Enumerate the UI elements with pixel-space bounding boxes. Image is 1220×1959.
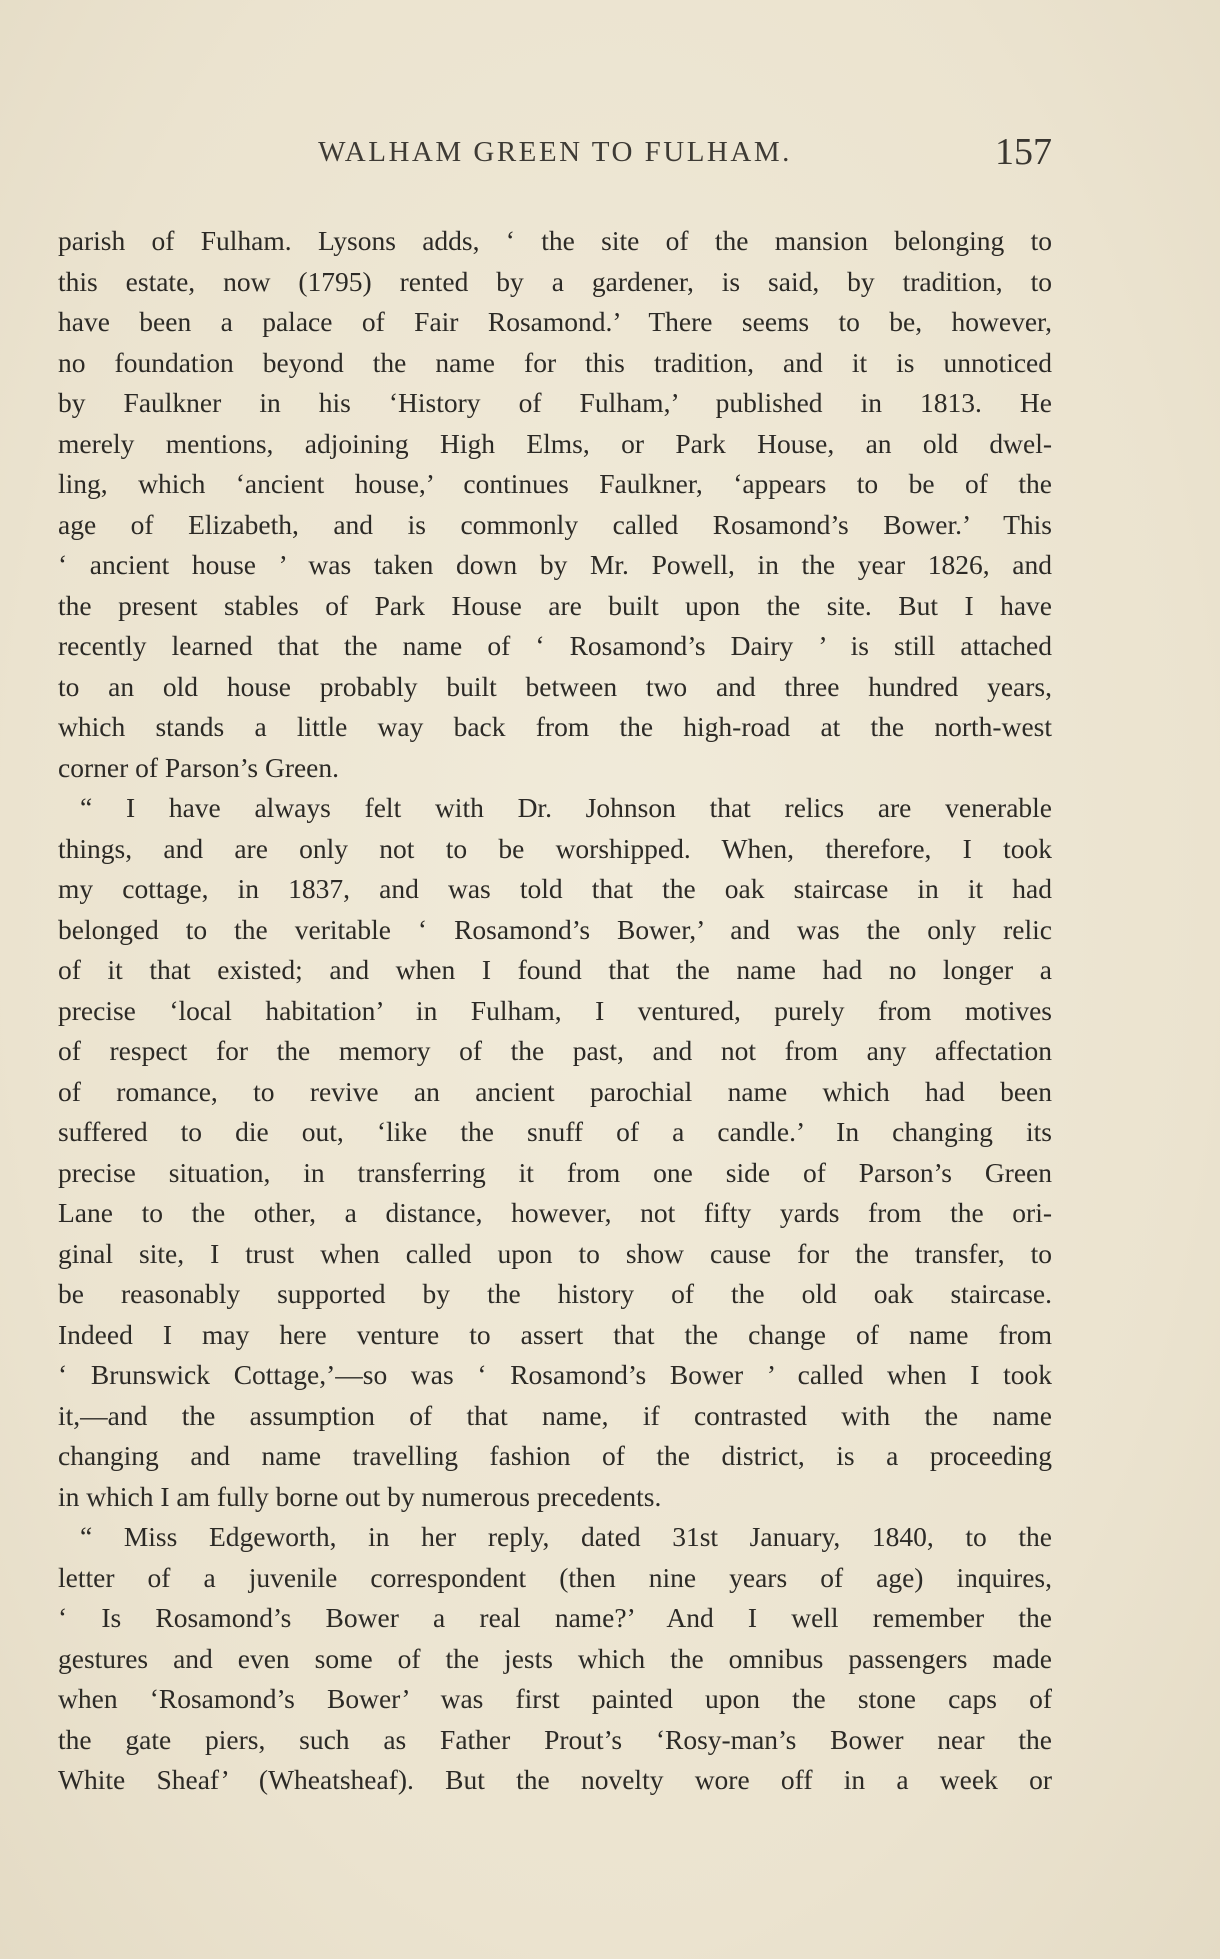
text-line: to an old house probably built between two and three hundred years,	[58, 670, 1052, 702]
text-line: have been a palace of Fair Rosamond.’ There seems to be, however,	[58, 306, 1052, 337]
text-line: of it that existed; and when I found that the name had no longer a	[58, 954, 1052, 985]
text-line: be reasonably supported by the history of the old oak staircase.	[58, 1278, 1052, 1309]
text-line: age of Elizabeth, and is commonly called Rosamond’s Bower.’ This	[58, 508, 1052, 540]
text-line: ‘ ancient house ’ was taken down by Mr. Powell, in the year 1826, and	[58, 549, 1052, 580]
text-line: White Sheaf’ (Wheatsheaf). But the novelty wore off in a week or	[58, 1764, 1052, 1795]
text-line: my cottage, in 1837, and was told that the oak staircase in it had	[58, 873, 1052, 904]
text-line: it,—and the assumption of that name, if contrasted with the name	[58, 1399, 1052, 1431]
body-text	[58, 221, 1052, 1801]
text-line: ginal site, I trust when called upon to show cause for the transfer, to	[58, 1237, 1052, 1269]
text-line: of respect for the memory of the past, and not from any affectation	[58, 1035, 1052, 1066]
page-header	[58, 126, 1052, 186]
text-line: this estate, now (1795) rented by a gardener, is said, by tradition, to	[58, 265, 1052, 297]
text-line: letter of a juvenile correspondent (then nine years of age) inquires,	[58, 1561, 1052, 1593]
text-line: no foundation beyond the name for this tradition, and it is unnoticed	[58, 346, 1052, 378]
text-line: precise situation, in transferring it from one side of Parson’s Green	[58, 1156, 1052, 1188]
running-head: WALHAM GREEN TO FULHAM.	[318, 136, 792, 168]
text-line: Indeed I may here venture to assert that the change of name from	[58, 1318, 1052, 1350]
text-line: changing and name travelling fashion of the district, is a proceeding	[58, 1440, 1052, 1471]
text-line: of romance, to revive an ancient parochial name which had been	[58, 1075, 1052, 1107]
text-line: when ‘Rosamond’s Bower’ was first painted upon the stone caps of	[58, 1683, 1052, 1714]
text-line: “ Miss Edgeworth, in her reply, dated 31st January, 1840, to the	[80, 1521, 1052, 1552]
text-line: Lane to the other, a distance, however, not fifty yards from the ori-	[58, 1197, 1052, 1228]
text-line: ‘ Brunswick Cottage,’—so was ‘ Rosamond’s Bower ’ called when I took	[58, 1359, 1052, 1390]
text-line: ‘ Is Rosamond’s Bower a real name?’ And I well remember the	[58, 1602, 1052, 1633]
text-line: things, and are only not to be worshipped. When, therefore, I took	[58, 832, 1052, 864]
text-line: the present stables of Park House are built upon the site. But I have	[58, 589, 1052, 621]
text-line: by Faulkner in his ‘History of Fulham,’ published in 1813. He	[58, 387, 1052, 418]
text-line: the gate piers, such as Father Prout’s ‘Rosy-man’s Bower near the	[58, 1723, 1052, 1755]
text-line: parish of Fulham. Lysons adds, ‘ the site of the mansion belonging to	[58, 225, 1052, 256]
text-line: which stands a little way back from the high-road at the north-west	[58, 711, 1052, 742]
text-line: suffered to die out, ‘like the snuff of a candle.’ In changing its	[58, 1116, 1052, 1147]
text-line: precise ‘local habitation’ in Fulham, I ventured, purely from motives	[58, 994, 1052, 1026]
text-line: in which I am fully borne out by numerous precedents.	[58, 1480, 662, 1512]
text-line: “ I have always felt with Dr. Johnson that relics are venerable	[80, 792, 1052, 823]
text-line: merely mentions, adjoining High Elms, or Park House, an old dwel-	[58, 427, 1052, 459]
text-line: belonged to the veritable ‘ Rosamond’s Bower,’ and was the only relic	[58, 913, 1052, 945]
text-line: ling, which ‘ancient house,’ continues Faulkner, ‘appears to be of the	[58, 468, 1052, 499]
text-line: recently learned that the name of ‘ Rosamond’s Dairy ’ is still attached	[58, 630, 1052, 661]
text-line: corner of Parson’s Green.	[58, 751, 340, 783]
page-number: 157	[995, 131, 1052, 173]
text-line: gestures and even some of the jests which the omnibus passengers made	[58, 1642, 1052, 1674]
